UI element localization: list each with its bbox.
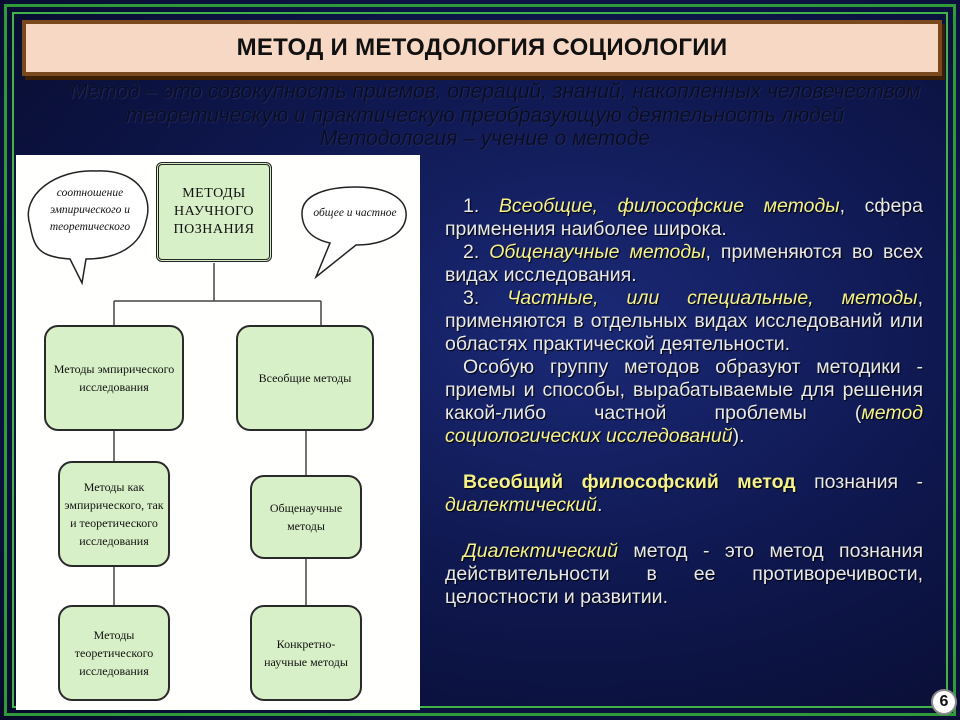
- page-number-badge: 6: [931, 689, 957, 715]
- dialectic-emphasis: Диалектический: [463, 540, 618, 562]
- text-panel: [445, 195, 923, 609]
- box-empirical-and-theoretical-methods: Методы как эмпирического, так и теоретического исследования: [58, 461, 170, 567]
- top-box-scientific-methods: МЕТОДЫ НАУЧНОГО ПОЗНАНИЯ: [156, 162, 272, 262]
- special-methods-paragraph: [445, 356, 923, 448]
- item-1-rest: , сфера применения наиболее широка.: [445, 195, 923, 240]
- universal-bold: Всеобщий философский метод: [463, 471, 796, 493]
- item-3: [445, 287, 923, 356]
- right-speech-bubble-shape: [302, 187, 406, 277]
- universal-rest: познания -: [795, 471, 923, 493]
- item-2-rest: , применяются во всех видах исследования.: [445, 241, 923, 286]
- item-3-rest: , применяются в отдельных видах исследований или областях практической деятельности.: [445, 287, 923, 355]
- title-bar: [22, 20, 942, 76]
- special-emphasis: метод социологических исследований: [445, 402, 923, 447]
- spacer: [445, 448, 923, 471]
- box-empirical-methods: Методы эмпирического исследования: [44, 325, 184, 431]
- item-2-emphasis: Общенаучные методы: [489, 241, 706, 263]
- special-pre: Особую группу методов образуют методики - приемы и способы, вырабатываемые для решения какой-либо частной проблемы (: [445, 356, 923, 424]
- box-specific-scientific-methods: Конкретно-научные методы: [250, 605, 362, 701]
- item-1-number: 1.: [463, 195, 480, 217]
- item-2: [445, 241, 923, 287]
- ghost-text-line-2: теоретическую и практическую преобразующую деятельность людей: [125, 104, 845, 127]
- special-post: ).: [732, 425, 745, 447]
- universal-emphasis: диалектический: [445, 494, 597, 516]
- methods-diagram: [16, 155, 420, 710]
- item-1: [445, 195, 923, 241]
- box-theoretical-methods: Методы теоретического исследования: [58, 605, 170, 701]
- item-3-emphasis: Частные, или специальные, методы: [507, 287, 918, 309]
- universal-method-paragraph: [445, 471, 923, 517]
- universal-end: .: [596, 494, 603, 516]
- dialectic-paragraph: [445, 540, 923, 609]
- spacer: [445, 517, 923, 540]
- dialectic-rest: метод - это метод познания действительности в ее противоречивости, целостности и развитии.: [445, 540, 923, 608]
- left-bubble-text: соотношение эмпирического и теоретического: [49, 187, 131, 233]
- box-general-scientific-methods: Общенаучные методы: [250, 475, 362, 559]
- ghost-text-line-1: Метод – это совокупность приемов, операций, знаний, накопленных человечеством: [70, 80, 921, 103]
- right-bubble-text: общее и частное: [313, 207, 397, 219]
- item-3-number: 3.: [463, 287, 480, 309]
- item-1-emphasis: Всеобщие, философские методы: [498, 195, 840, 217]
- slide-title: МЕТОД И МЕТОДОЛОГИЯ СОЦИОЛОГИИ: [236, 34, 728, 61]
- ghost-text-line-3: Методология – учение о методе: [319, 127, 651, 150]
- item-2-number: 2.: [463, 241, 480, 263]
- box-universal-methods: Всеобщие методы: [236, 325, 374, 431]
